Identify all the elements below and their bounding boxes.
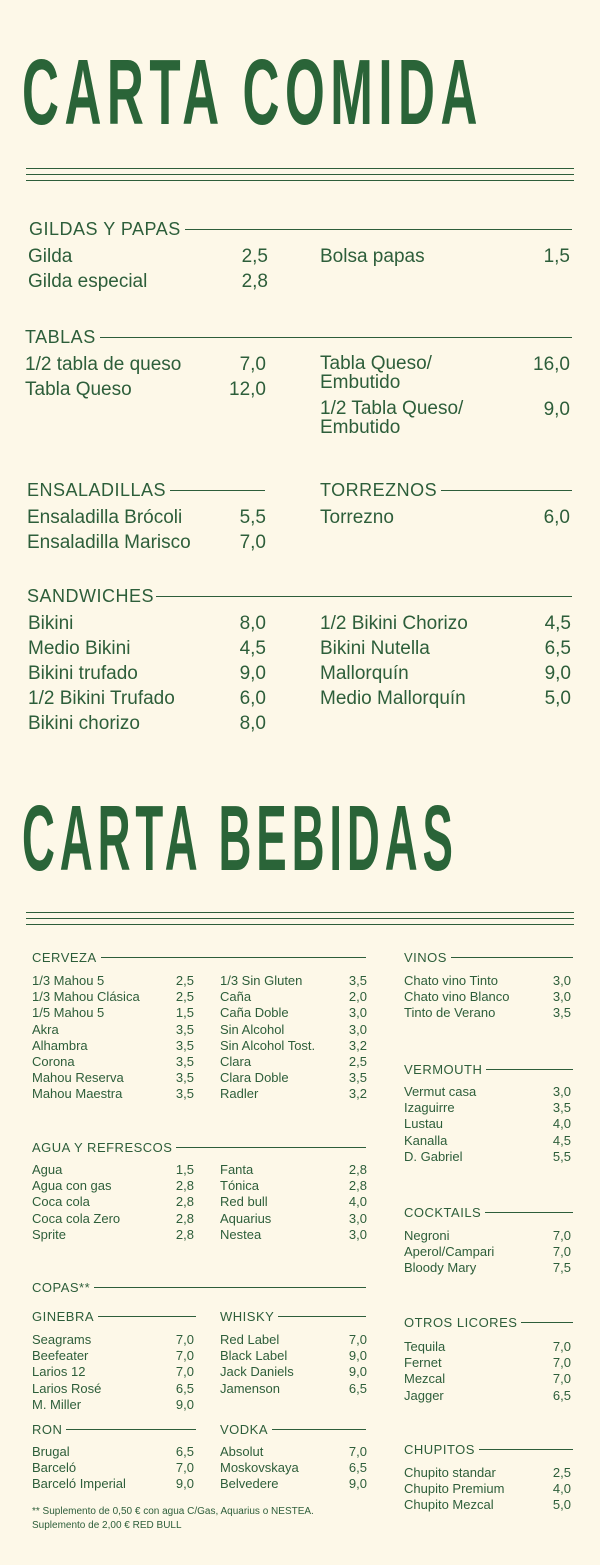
menu-item (404, 1260, 571, 1275)
menu-item (404, 1497, 571, 1512)
item-price: 2,8 (348, 1178, 367, 1194)
item-price: 9,0 (543, 399, 570, 420)
item-price: 3,5 (175, 1086, 194, 1102)
divider (94, 1287, 366, 1288)
menu-item (320, 354, 570, 392)
section-header-otros: OTROS LICORES (404, 1314, 573, 1330)
item-name: Gilda (28, 246, 73, 267)
item-name: Alhambra (32, 1037, 88, 1053)
item-price: 3,5 (552, 1005, 571, 1021)
section-header-torreznos: TORREZNOS (320, 479, 572, 501)
menu-item (32, 1211, 194, 1226)
item-price: 3,0 (552, 1084, 571, 1099)
item-price: 7,5 (552, 1260, 571, 1276)
item-name: Absolut (220, 1444, 264, 1459)
item-price: 9,0 (175, 1476, 194, 1492)
divider (176, 1147, 366, 1148)
item-name: Ensaladilla Brócoli (27, 507, 183, 528)
divider (185, 229, 572, 230)
menu-item (32, 1332, 194, 1347)
menu-item (32, 1476, 194, 1491)
item-price: 4,5 (552, 1132, 571, 1148)
menu-item (220, 973, 367, 988)
menu-item (404, 1228, 571, 1243)
item-price: 3,5 (175, 1054, 194, 1069)
item-name: Chato vino Blanco (404, 989, 510, 1005)
item-price: 3,5 (348, 973, 367, 988)
menu-item (404, 1116, 571, 1131)
item-name: Sprite (32, 1226, 66, 1242)
item-price: 2,8 (241, 271, 268, 292)
item-name: M. Miller (32, 1396, 82, 1412)
divider (26, 168, 574, 169)
item-name: Fanta (220, 1162, 254, 1177)
divider (101, 957, 366, 958)
item-price: 6,5 (175, 1444, 194, 1459)
item-price: 3,5 (175, 1037, 194, 1053)
item-name: Mezcal (404, 1371, 446, 1387)
menu-item (220, 1348, 367, 1363)
menu-item (32, 1070, 194, 1085)
menu-item (220, 1381, 367, 1396)
menu-item (220, 1070, 367, 1085)
item-name: Nestea (220, 1226, 262, 1242)
item-price: 4,5 (239, 638, 266, 659)
item-name: Lustau (404, 1116, 444, 1132)
item-name: Torrezno (320, 507, 394, 528)
divider (272, 1429, 366, 1430)
item-name: Kanalla (404, 1132, 448, 1148)
menu-item (220, 1476, 367, 1491)
menu-item (32, 1194, 194, 1209)
item-price: 4,0 (552, 1481, 571, 1497)
menu-item (404, 1465, 571, 1480)
item-name: Larios 12 (32, 1364, 86, 1380)
item-price: 3,5 (175, 1021, 194, 1037)
item-price: 3,0 (348, 1021, 367, 1037)
menu-item (32, 1178, 194, 1193)
item-price: 5,5 (552, 1148, 571, 1164)
item-price: 6,0 (543, 507, 570, 528)
item-name: Bikini Nutella (320, 638, 430, 659)
item-price: 6,5 (348, 1380, 367, 1396)
item-name: Jamenson (220, 1380, 280, 1396)
divider (26, 912, 574, 913)
item-name: Medio Mallorquín (320, 688, 466, 709)
item-price: 1,5 (175, 1005, 194, 1021)
item-name: Tabla Queso/ Embutido (320, 353, 432, 393)
item-price: 4,0 (348, 1194, 367, 1210)
item-price: 7,0 (175, 1364, 194, 1380)
menu-item (220, 1054, 367, 1069)
item-price: 8,0 (239, 713, 266, 734)
menu-item (320, 688, 571, 710)
menu-item (32, 1038, 194, 1053)
item-name: Mahou Maestra (32, 1086, 123, 1102)
menu-item (220, 1086, 367, 1101)
item-price: 3,0 (348, 1226, 367, 1242)
item-name: Barceló (32, 1460, 77, 1476)
menu-item (28, 713, 266, 735)
menu-item (32, 1022, 194, 1037)
item-name: Agua (32, 1162, 63, 1177)
item-name: 1/3 Mahou 5 (32, 973, 105, 988)
item-price: 6,5 (175, 1380, 194, 1396)
item-name: Tequila (404, 1339, 446, 1354)
item-name: Bikini (28, 613, 74, 634)
item-price: 9,0 (348, 1348, 367, 1364)
item-name: Fernet (404, 1355, 442, 1371)
item-name: Caña Doble (220, 1005, 289, 1021)
item-name: Aperol/Campari (404, 1244, 495, 1260)
item-name: Tinto de Verano (404, 1005, 496, 1021)
menu-item (220, 1005, 367, 1020)
menu-item (220, 1227, 367, 1242)
menu-item (32, 1444, 194, 1459)
item-price: 9,0 (348, 1364, 367, 1380)
item-price: 2,5 (241, 246, 268, 267)
menu-item (220, 1194, 367, 1209)
item-name: Sin Alcohol Tost. (220, 1037, 316, 1053)
item-name: Chupito standar (404, 1465, 496, 1480)
item-price: 1,5 (175, 1162, 194, 1177)
item-price: 7,0 (552, 1339, 571, 1354)
item-price: 3,5 (552, 1100, 571, 1116)
item-price: 16,0 (533, 354, 570, 375)
item-price: 7,0 (348, 1332, 367, 1347)
menu-item (32, 1348, 194, 1363)
item-price: 2,0 (348, 989, 367, 1005)
item-price: 2,8 (175, 1178, 194, 1194)
section-header-whisky: WHISKY (220, 1308, 366, 1324)
item-name: Jack Daniels (220, 1364, 294, 1380)
section-header-sandwiches: SANDWICHES (27, 585, 572, 607)
menu-item (404, 1388, 571, 1403)
item-price: 9,0 (175, 1396, 194, 1412)
section-header-ensaladillas: ENSALADILLAS (27, 479, 265, 501)
divider (26, 918, 574, 919)
menu-item (32, 1162, 194, 1177)
item-name: Aquarius (220, 1210, 272, 1226)
menu-item (220, 1162, 367, 1177)
item-price: 7,0 (239, 532, 266, 553)
section-header-ron: RON (32, 1421, 196, 1437)
note-line: Suplemento de 2,00 € RED BULL (32, 1520, 182, 1531)
menu-item (404, 1355, 571, 1370)
item-name: Ensaladilla Marisco (27, 532, 191, 553)
section-header-vinos: VINOS (404, 949, 573, 965)
menu-item (32, 1227, 194, 1242)
item-name: Clara Doble (220, 1070, 289, 1086)
item-name: Moskovskaya (220, 1460, 299, 1476)
item-price: 2,5 (175, 973, 194, 988)
item-name: Red Label (220, 1332, 280, 1347)
menu-item (404, 1149, 571, 1164)
menu-item (32, 1086, 194, 1101)
item-price: 3,5 (175, 1070, 194, 1086)
item-name: 1/3 Sin Gluten (220, 973, 303, 988)
menu-item (404, 1339, 571, 1354)
note-line: ** Suplemento de 0,50 € con agua C/Gas, Aquarius o NESTEA. (32, 1506, 314, 1517)
menu-item (404, 1371, 571, 1386)
menu-item (220, 1211, 367, 1226)
item-price: 7,0 (552, 1228, 571, 1243)
item-name: Black Label (220, 1348, 288, 1364)
divider (66, 1429, 196, 1430)
section-header-copas: COPAS** (32, 1279, 366, 1295)
section-header-chupitos: CHUPITOS (404, 1441, 573, 1457)
menu-item (28, 688, 266, 710)
item-name: Negroni (404, 1228, 450, 1243)
menu-item (28, 246, 268, 268)
menu-item (32, 1054, 194, 1069)
item-name: Bloody Mary (404, 1260, 477, 1276)
item-price: 7,0 (552, 1371, 571, 1387)
section-header-cocktails: COCKTAILS (404, 1204, 573, 1220)
menu-item (320, 399, 570, 437)
item-price: 5,0 (552, 1497, 571, 1513)
menu-item (25, 354, 266, 376)
item-name: Seagrams (32, 1332, 92, 1347)
menu-item (32, 989, 194, 1004)
menu-item (25, 379, 266, 401)
menu-item (320, 663, 571, 685)
menu-item (32, 1460, 194, 1475)
item-price: 7,0 (552, 1244, 571, 1260)
item-name: 1/2 Bikini Trufado (28, 688, 175, 709)
divider (100, 337, 572, 338)
divider (486, 1069, 573, 1070)
item-name: 1/3 Mahou Clásica (32, 989, 140, 1005)
divider (278, 1316, 366, 1317)
item-price: 3,0 (552, 989, 571, 1005)
item-name: 1/2 Tabla Queso/ Embutido (320, 398, 464, 438)
item-name: 1/2 Bikini Chorizo (320, 613, 468, 634)
menu-item (220, 1364, 367, 1379)
item-price: 7,0 (239, 354, 266, 375)
item-price: 3,2 (348, 1037, 367, 1053)
item-price: 3,5 (348, 1070, 367, 1086)
divider (441, 490, 572, 491)
item-name: Medio Bikini (28, 638, 131, 659)
item-price: 2,8 (175, 1210, 194, 1226)
menu-item (404, 1133, 571, 1148)
item-price: 3,2 (348, 1086, 367, 1102)
item-price: 3,0 (348, 1210, 367, 1226)
item-price: 5,5 (239, 507, 266, 528)
item-name: Izaguirre (404, 1100, 455, 1116)
item-name: Chupito Mezcal (404, 1497, 494, 1513)
divider (26, 174, 574, 175)
menu-item (28, 638, 266, 660)
item-name: Coca cola (32, 1194, 90, 1210)
menu-item (220, 1178, 367, 1193)
item-name: Caña (220, 989, 252, 1005)
divider (26, 924, 574, 925)
section-header-ginebra: GINEBRA (32, 1308, 196, 1324)
menu-item (320, 638, 571, 660)
item-name: Tabla Queso (25, 379, 132, 400)
item-name: Red bull (220, 1194, 268, 1210)
item-name: Sin Alcohol (220, 1021, 285, 1037)
section-header-vodka: VODKA (220, 1421, 366, 1437)
item-price: 2,5 (348, 1054, 367, 1069)
menu-item (32, 1005, 194, 1020)
menu-item (220, 1444, 367, 1459)
item-price: 3,0 (348, 1005, 367, 1021)
item-price: 7,0 (175, 1348, 194, 1364)
item-price: 6,5 (544, 638, 571, 659)
item-name: Chupito Premium (404, 1481, 505, 1497)
item-price: 2,5 (175, 989, 194, 1005)
item-name: Bikini trufado (28, 663, 138, 684)
item-price: 2,8 (175, 1226, 194, 1242)
food-title: CARTA COMIDA (22, 40, 483, 144)
menu-item (220, 1460, 367, 1475)
item-price: 2,8 (348, 1162, 367, 1177)
section-header-cerveza: CERVEZA (32, 949, 366, 965)
menu-item (404, 973, 571, 988)
section-header-agua: AGUA Y REFRESCOS (32, 1139, 366, 1155)
item-name: Vermut casa (404, 1084, 477, 1099)
item-name: Larios Rosé (32, 1380, 102, 1396)
menu-item (404, 1481, 571, 1496)
menu-item (404, 989, 571, 1004)
item-price: 6,5 (552, 1387, 571, 1403)
item-price: 1,5 (543, 246, 570, 267)
menu-item (32, 1397, 194, 1412)
item-price: 6,0 (239, 688, 266, 709)
divider (451, 957, 573, 958)
item-price: 6,5 (348, 1460, 367, 1476)
menu-item (27, 532, 266, 554)
menu-item (32, 973, 194, 988)
item-price: 7,0 (175, 1332, 194, 1347)
item-price: 7,0 (175, 1460, 194, 1476)
item-name: Belvedere (220, 1476, 279, 1492)
item-name: Bikini chorizo (28, 713, 140, 734)
item-name: 1/2 tabla de queso (25, 354, 182, 375)
menu-item (220, 989, 367, 1004)
item-name: Tónica (220, 1178, 260, 1194)
item-price: 5,0 (544, 688, 571, 709)
section-header-gildas: GILDAS Y PAPAS (29, 218, 572, 240)
item-name: Jagger (404, 1387, 444, 1403)
menu-item (28, 663, 266, 685)
item-name: Mallorquín (320, 663, 409, 684)
item-price: 12,0 (229, 379, 266, 400)
menu-item (220, 1022, 367, 1037)
item-price: 7,0 (552, 1355, 571, 1371)
item-name: Gilda especial (28, 271, 148, 292)
item-price: 9,0 (348, 1476, 367, 1492)
menu-item (404, 1244, 571, 1259)
menu-item (320, 613, 571, 635)
menu-item (404, 1005, 571, 1020)
item-price: 9,0 (544, 663, 571, 684)
section-header-vermouth: VERMOUTH (404, 1061, 573, 1077)
item-name: Corona (32, 1054, 75, 1069)
item-name: Coca cola Zero (32, 1210, 121, 1226)
item-name: Akra (32, 1021, 59, 1037)
divider (521, 1322, 573, 1323)
menu-item (32, 1381, 194, 1396)
divider (26, 180, 574, 181)
menu-item (320, 507, 570, 529)
item-name: Barceló Imperial (32, 1476, 126, 1492)
item-price: 4,5 (544, 613, 571, 634)
item-name: Beefeater (32, 1348, 89, 1364)
divider (156, 596, 572, 597)
divider (98, 1316, 196, 1317)
menu-item (32, 1364, 194, 1379)
menu-item (220, 1332, 367, 1347)
item-name: Bolsa papas (320, 246, 425, 267)
supplement-note (32, 1505, 314, 1533)
item-price: 8,0 (239, 613, 266, 634)
item-name: Mahou Reserva (32, 1070, 124, 1086)
menu-item (27, 507, 266, 529)
item-name: 1/5 Mahou 5 (32, 1005, 105, 1021)
item-price: 7,0 (348, 1444, 367, 1459)
item-price: 2,5 (552, 1465, 571, 1480)
item-price: 4,0 (552, 1116, 571, 1132)
drinks-title: CARTA BEBIDAS (22, 786, 458, 890)
menu-item (404, 1084, 571, 1099)
section-header-tablas: TABLAS (25, 326, 572, 348)
item-name: Clara (220, 1054, 252, 1069)
menu-item (28, 271, 268, 293)
menu-item (404, 1100, 571, 1115)
item-name: Chato vino Tinto (404, 973, 498, 988)
item-price: 2,8 (175, 1194, 194, 1210)
item-name: Agua con gas (32, 1178, 112, 1194)
item-name: D. Gabriel (404, 1148, 463, 1164)
menu-item (320, 246, 570, 268)
menu-item (28, 613, 266, 635)
item-price: 3,0 (552, 973, 571, 988)
divider (485, 1212, 573, 1213)
divider (170, 490, 265, 491)
item-price: 9,0 (239, 663, 266, 684)
menu-item (220, 1038, 367, 1053)
item-name: Brugal (32, 1444, 70, 1459)
divider (479, 1449, 573, 1450)
item-name: Radler (220, 1086, 259, 1102)
